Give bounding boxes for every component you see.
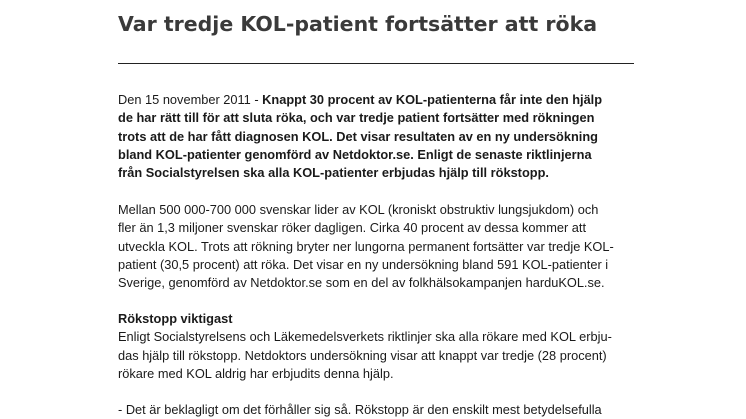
lead-line: trots att de har fått diagnosen KOL. Det visar resultaten av en ny undersökning [118,128,598,144]
section-line: rökare med KOL aldrig har erbjudits denna hjälp. [118,365,394,381]
body-line: Mellan 500 000-700 000 svenskar lider av KOL (kroniskt obstruktiv lungsjukdom) och [118,202,599,217]
lead-line: de har rätt till för att sluta röka, och var tredje patient fortsätter med rökningen [118,110,595,126]
lead-text: Knappt 30 procent av KOL-patienterna får inte den hjälp [262,92,603,107]
body-line: fler än 1,3 miljoner svenskar röker dagligen. Cirka 40 procent av dessa kommer att [118,220,587,236]
quote-paragraph [118,401,648,419]
body-paragraph [118,201,648,292]
section-line: Enligt Socialstyrelsens och Läkemedelsverkets riktlinjer ska alla rökare med KOL erbju- [118,329,612,345]
intro-line-1 [118,91,648,109]
dateline: Den 15 november 2011 - [118,92,263,107]
quote-line: - Det är beklagligt om det förhåller sig så. Rökstopp är den enskilt mest betydelsefulla [118,402,602,417]
section-line: das hjälp till rökstopp. Netdoktors undersökning visar att knappt var tredje (28 procent) [118,347,607,363]
body-line: utveckla KOL. Trots att rökning bryter ner lungorna permanent fortsätter var tredje KOL- [118,238,614,254]
section-paragraph [118,310,648,383]
intro-paragraph [118,91,648,182]
article-title: Var tredje KOL-patient fortsätter att röka [118,12,598,36]
lead-line: bland KOL-patienter genomförd av Netdoktor.se. Enligt de senaste riktlinjerna [118,146,592,162]
body-line: Sverige, genomförd av Netdoktor.se som en del av folkhälsokampanjen harduKOL.se. [118,275,605,290]
title-divider [118,63,634,64]
body-line: patient (30,5 procent) att röka. Det visar en ny undersökning bland 591 KOL-patienter i [118,256,609,272]
lead-line: från Socialstyrelsen ska alla KOL-patienter erbjudas hjälp till rökstopp. [118,165,549,180]
section-heading: Rökstopp viktigast [118,311,233,326]
